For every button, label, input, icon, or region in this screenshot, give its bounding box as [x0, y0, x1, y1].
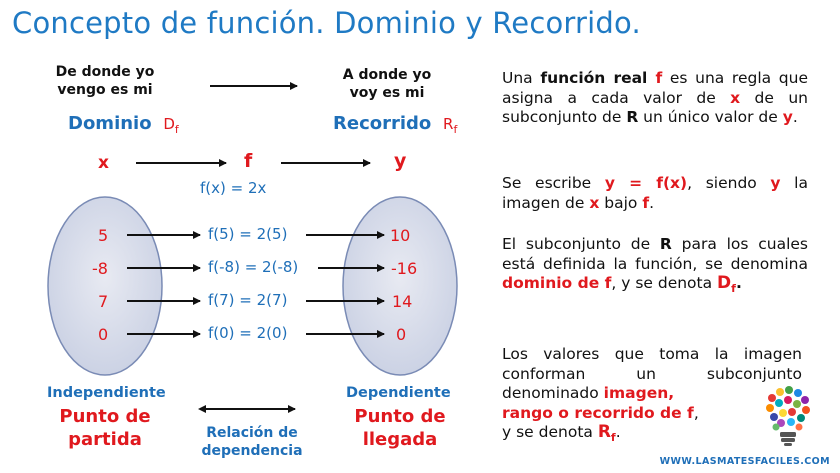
dependiente-label: Dependiente [346, 385, 451, 401]
recorrido-label: Recorrido $R_f$ [333, 113, 458, 136]
from-label: De donde yo vengo es mi [55, 64, 155, 98]
dominio-symbol: $D_f$ [163, 115, 179, 136]
punto-llegada: Punto de llegada [354, 406, 446, 450]
definition-paragraph: Una función real f es una regla que asigna a cada valor de x de un subconjunto de R un único valor de y. [502, 69, 808, 126]
row-expression: f(0) = 2(0) [208, 324, 288, 342]
recorrido-symbol: $R_f$ [443, 115, 458, 136]
independiente-label: Independiente [47, 385, 166, 401]
domain-paragraph: El subconjunto de R para los cuales está definida la función, se denomina dominio de f, y se denota $D_f$. [502, 235, 808, 295]
input-value: 5 [98, 226, 109, 245]
row-expression: f(7) = 2(7) [208, 291, 288, 309]
range-paragraph: Los valores que toma la imagen conforman un subconjunto denominado imagen, rango o recorrido de f, y se denota $R_f$. [502, 345, 802, 444]
output-value: 0 [396, 325, 407, 344]
output-value: -16 [391, 259, 418, 278]
input-value: 7 [98, 292, 109, 311]
function-rule: f(x) = 2x [200, 179, 267, 197]
input-value: 0 [98, 325, 109, 344]
row-expression: f(-8) = 2(-8) [208, 258, 299, 276]
output-value: 14 [392, 292, 413, 311]
dominio-label: Dominio $D_f$ [68, 113, 179, 136]
to-label: A donde yo voy es mi [342, 67, 432, 101]
input-value: -8 [92, 259, 108, 278]
page-title: Concepto de función. Dominio y Recorrido. [12, 6, 641, 40]
notation-paragraph: Se escribe y = f(x), siendo y la imagen de x bajo f. [502, 174, 808, 212]
row-expression: f(5) = 2(5) [208, 225, 288, 243]
relacion-dependencia: Relación de dependencia [201, 425, 303, 459]
x-variable: x [98, 153, 109, 173]
range-ellipse [343, 197, 457, 375]
f-variable: f [244, 150, 253, 172]
domain-ellipse [48, 197, 162, 375]
output-value: 10 [390, 226, 411, 245]
punto-partida: Punto de partida [59, 406, 151, 450]
website-url[interactable]: WWW.LASMATESFACILES.COM [659, 456, 830, 467]
y-variable: y [394, 150, 407, 172]
